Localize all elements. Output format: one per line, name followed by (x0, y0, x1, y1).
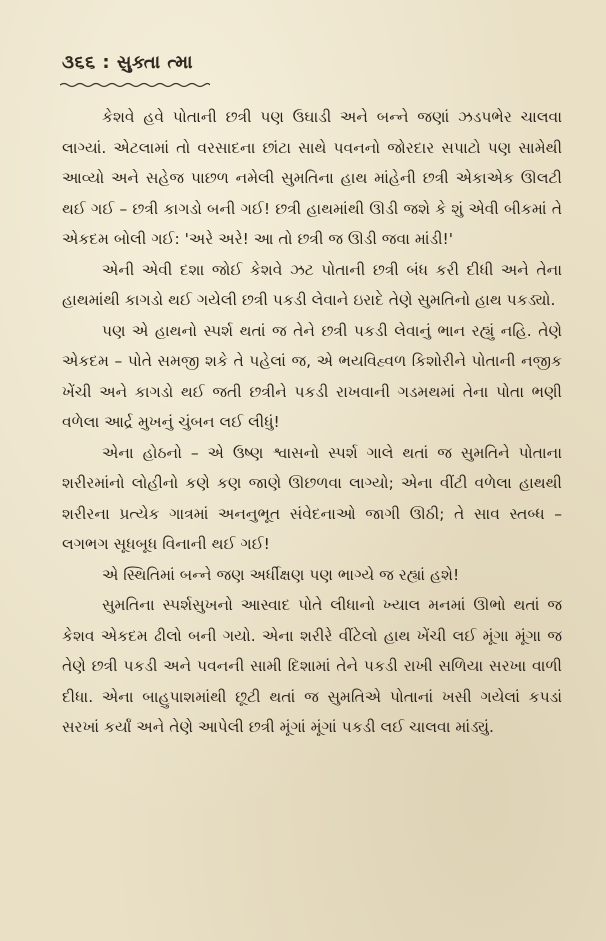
paragraph: સુમતિના સ્પર્શસુખનો આસ્વાદ પોતે લીધાનો ખ્યાલ મનમાં ઊભો થતાં જ કેશવ એકદમ ઢીલો બની ગયો. એના શરીરે વીંટેલો હાથ ખેંચી લઈ મૂંગા મૂંગા જ તેણે છત્રી પકડી અને પવનની સામી દિશામાં તેને પકડી રાખી સળિયા સરખા વાળી દીધા. એના બાહુપાશમાંથી છૂટી થતાં જ સુમતિએ પોતાનાં ખસી ગયેલાં કપડાં સરખાં કર્યાં અને તેણે આપેલી છત્રી મૂંગાં મૂંગાં પકડી લઈ ચાલવા માંડ્યું. (62, 596, 562, 736)
header-wavy-rule (60, 82, 210, 88)
paragraph: એના હોઠનો – એ ઉષ્ણ શ્વાસનો સ્પર્શ ગાલે થતાં જ સુમતિને પોતાના શરીરમાંનો લોહીનો કણે કણ જાણે ઊછળવા લાગ્યો; એના વીંટી વળેલા હાથથી શરીરના પ્રત્યેક ગાત્રમાં અનનુભૂત સંવેદનાઓ જાગી ઊઠી; તે સાવ સ્તબ્ધ – લગભગ સૂધબૂધ વિનાની થઈ ગઈ! (62, 443, 562, 553)
page-body (62, 102, 562, 743)
paragraph: એ સ્થિતિમાં બન્ને જણ અર્ધીક્ષણ પણ ભાગ્યે જ રહ્યાં હશે! (102, 565, 460, 584)
paragraph: કેશવે હવે પોતાની છત્રી પણ ઉઘાડી અને બન્ને જણાં ઝડપભેર ચાલવા લાગ્યાં. એટલામાં તો વરસાદના છાંટા સાથે પવનનો જોરદાર સપાટો પણ સામેથી આવ્યો અને સહેજ પાછળ નમેલી સુમતિના હાથ માંહેની છત્રી એકાએક ઊલટી થઈ ગઈ – છત્રી કાગડો બની ગઈ! છત્રી હાથમાંથી ઊડી જશે કે શું એવી બીકમાં તે એકદમ બોલી ગઈ: 'અરે અરે! આ તો છત્રી જ ઊડી જવા માંડી!' (62, 108, 562, 248)
running-header: ૩૬૬ : સુક્તા ત્મા (62, 52, 194, 73)
paragraph: એની એવી દશા જોઈ કેશવે ઝટ પોતાની છત્રી બંધ કરી દીધી અને તેના હાથમાંથી કાગડો થઈ ગયેલી છત્રી પકડી લેવાને ઇરાદે તેણે સુમતિનો હાથ પકડ્યો. (62, 260, 562, 309)
paragraph: પણ એ હાથનો સ્પર્શ થતાં જ તેને છત્રી પકડી લેવાનું ભાન રહ્યું નહિ. તેણે એકદમ – પોતે સમજી શકે તે પહેલાં જ, એ ભયવિહ્વળ કિશોરીને પોતાની નજીક ખેંચી અને કાગડો થઈ જતી છત્રીને પકડી રાખવાની ગડમથમાં તેના પોતા ભણી વળેલા આર્દ્ર મુખનું ચુંબન લઈ લીધું! (62, 321, 562, 431)
